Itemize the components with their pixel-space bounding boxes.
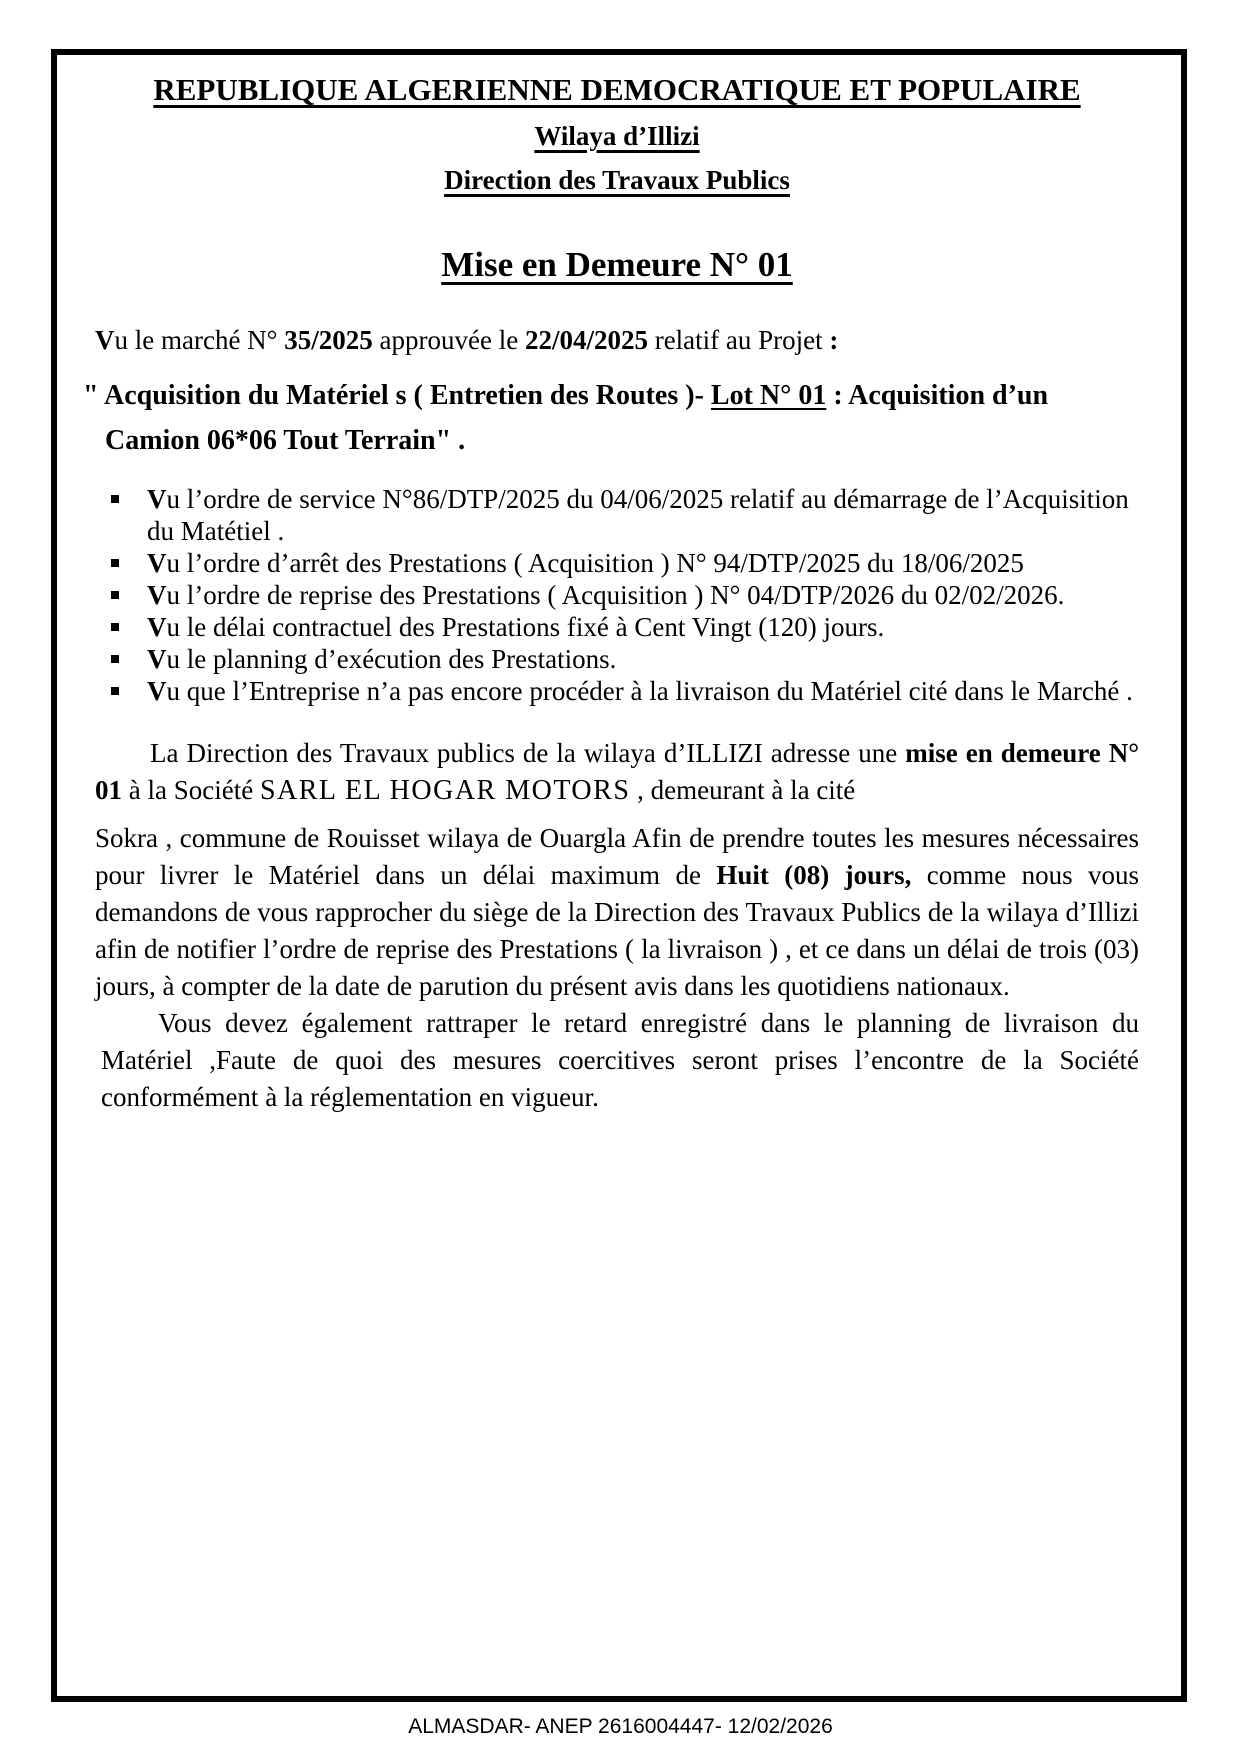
bullet-rest: u l’ordre d’arrêt des Prestations ( Acquisition ) N° 94/DTP/2025 du 18/06/2025: [166, 548, 1024, 578]
mise-text-1: La Direction des Travaux publics de la wilaya d’ILLIZI adresse une: [150, 738, 906, 768]
bullet-v-bold: V: [147, 612, 167, 642]
bullet-square-icon: [111, 623, 119, 631]
bullet-text: [147, 579, 1139, 611]
mise-text-3: , demeurant à la cité: [630, 775, 856, 805]
intro-text-2: approuvée le: [372, 325, 525, 355]
intro-text-3: relatif au Projet: [647, 325, 830, 355]
approval-date: 22/04/2025: [524, 325, 648, 355]
bullet-square-icon: [111, 655, 119, 663]
bullet-v-bold: V: [147, 580, 167, 610]
delay-bold: Huit (08) jours,: [716, 860, 912, 890]
market-number: 35/2025: [284, 325, 373, 355]
intro-paragraph: [95, 323, 1139, 357]
list-item: [95, 611, 1139, 643]
wilaya-heading: Wilaya d’Illizi: [534, 121, 700, 151]
mise-en-demeure-paragraph: [95, 735, 1139, 809]
bullet-rest: u le planning d’exécution des Prestations.: [166, 644, 617, 674]
project-title-line1: [83, 373, 1139, 418]
document-border-frame: [51, 49, 1187, 1702]
mise-en-demeure-bold: mise en demeure N° 01: [95, 738, 1139, 805]
list-item: [95, 643, 1139, 675]
bullet-text: [147, 643, 1139, 675]
sokra-text-2: comme nous vous demandons de vous rapprocher du siège de la Direction des Travaux Publics de la wilaya d’Illizi afin de notifier l’ordre de reprise des Prestations ( la livraison ) , et ce dans un délai de trois (03) jours, à compter de la date de parution du présent avis dans les quotidiens nationaux.: [95, 860, 1139, 1001]
list-item: [95, 579, 1139, 611]
lot-number: Lot N° 01: [710, 380, 827, 411]
project-title: [83, 373, 1139, 463]
project-text-1: " Acquisition du Matériel s ( Entretien des Routes )-: [83, 380, 711, 411]
vu-bullet-list: [95, 483, 1139, 707]
bullet-v-bold: V: [147, 644, 167, 674]
document-title: Mise en Demeure N° 01: [441, 245, 793, 284]
bullet-square-icon: [111, 687, 119, 695]
list-item: [95, 483, 1139, 547]
bullet-v-bold: V: [147, 484, 167, 514]
project-text-2: : Acquisition d’un: [826, 380, 1049, 411]
anep-footer: ALMASDAR- ANEP 2616004447- 12/02/2026: [408, 1715, 833, 1738]
list-item: [95, 547, 1139, 579]
list-item: [95, 675, 1139, 707]
bullet-v-bold: V: [147, 676, 167, 706]
bullet-square-icon: [111, 591, 119, 599]
republic-heading: REPUBLIQUE ALGERIENNE DEMOCRATIQUE ET POPULAIRE: [153, 72, 1081, 107]
direction-heading: Direction des Travaux Publics: [444, 165, 790, 195]
bullet-square-icon: [111, 559, 119, 567]
bullet-text: [147, 547, 1139, 579]
sokra-text-1: Sokra , commune de Rouisset wilaya de Ouargla Afin de prendre toutes les mesures nécessaires pour livrer le Matériel dans un délai maximum de: [95, 823, 1139, 890]
bullet-rest: u le délai contractuel des Prestations fixé à Cent Vingt (120) jours.: [166, 612, 885, 642]
company-name: SARL EL HOGAR MOTORS: [259, 775, 631, 806]
bullet-text: [147, 483, 1139, 547]
intro-text-1: u le marché N°: [114, 325, 285, 355]
retard-paragraph: Vous devez également rattraper le retard enregistré dans le planning de livraison du Matériel ,Faute de quoi des mesures coercitives seront prises l’encontre de la Société conformément à la réglementation en vigueur.: [101, 1008, 1139, 1112]
bullet-rest: u l’ordre de reprise des Prestations ( Acquisition ) N° 04/DTP/2026 du 02/02/2026.: [166, 580, 1065, 610]
mise-text-2: à la Société: [122, 775, 260, 805]
bullet-rest: u que l’Entreprise n’a pas encore procéder à la livraison du Matériel cité dans le Marché .: [166, 676, 1133, 706]
intro-v-bold: V: [95, 325, 115, 355]
bullet-rest: u l’ordre de service N°86/DTP/2025 du 04/06/2025 relatif au démarrage de l’Acquisition du Matétiel .: [147, 484, 1129, 546]
bullet-text: [147, 675, 1139, 707]
sokra-paragraph: [95, 820, 1139, 1005]
intro-colon: :: [829, 325, 839, 355]
bullet-v-bold: V: [147, 548, 167, 578]
bullet-square-icon: [111, 495, 119, 503]
document-content: [57, 71, 1181, 1116]
bullet-text: [147, 611, 1139, 643]
project-title-line2: Camion 06*06 Tout Terrain" .: [105, 425, 466, 456]
